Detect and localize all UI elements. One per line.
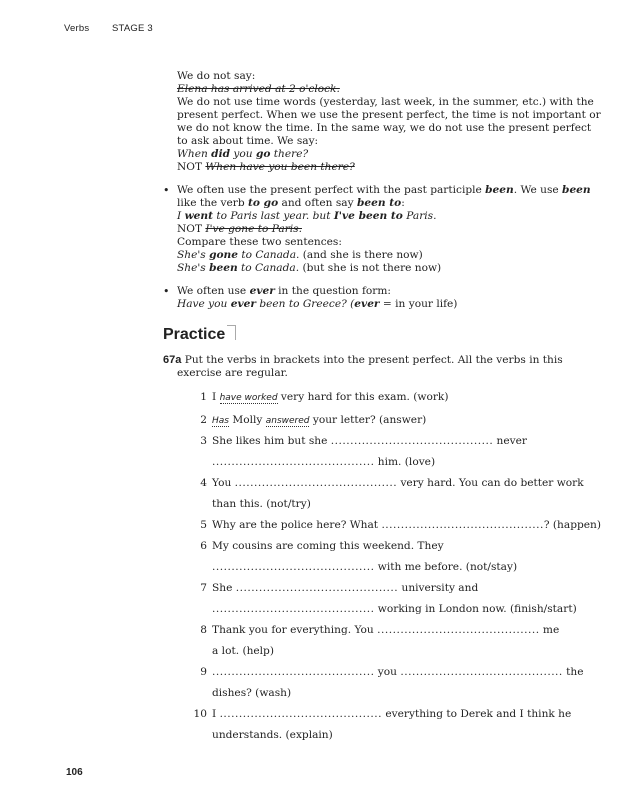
running-header-stage: STAGE 3 [112, 23, 153, 34]
intro-line-3: We do not use time words (yesterday, last week, in the summer, etc.) with the [177, 96, 594, 108]
item-10-cont: understands. (explain) [212, 729, 333, 741]
bullet1-line-5: Compare these two sentences: [177, 236, 342, 248]
bullet1-line-1: We often use the present perfect with the past participle been. We use been [177, 184, 591, 196]
item-4: You .......................................... very hard. You can do better work [212, 477, 584, 489]
item-number-7: 7 [200, 582, 207, 594]
answer-1: have worked [219, 393, 278, 403]
item-9: .......................................... you .......................................... the [212, 666, 584, 678]
corner-mark-icon [227, 325, 236, 340]
item-number-5: 5 [200, 519, 207, 531]
item-number-9: 9 [200, 666, 207, 678]
item-7-cont: .......................................... working in London now. (finish/start) [212, 603, 577, 615]
item-6: My cousins are coming this weekend. They [212, 540, 444, 552]
bullet-dot-2: • [163, 285, 170, 298]
item-4-cont: than this. (not/try) [212, 498, 311, 510]
intro-wrong-example: Elena has arrived at 2 o'clock. [177, 83, 340, 95]
item-8-cont: a lot. (help) [212, 645, 274, 657]
answer-2a: Has [212, 416, 229, 426]
item-3-cont: .......................................... him. (love) [212, 456, 436, 468]
intro-line-1: We do not say: [177, 70, 256, 82]
item-number-10: 10 [193, 708, 207, 720]
item-7: She .......................................... university and [212, 582, 479, 594]
item-5: Why are the police here? What ..........................................? (happen) [212, 519, 601, 531]
bullet1-line-7: She's been to Canada. (but she is not there now) [177, 262, 442, 274]
intro-line-5: we do not know the time. In the same way, we do not use the present perfect [177, 122, 592, 134]
page-number: 106 [66, 767, 83, 778]
item-8: Thank you for everything. You .......................................... me [212, 624, 560, 636]
bullet2-line-2: Have you ever been to Greece? (ever = in your life) [177, 298, 458, 310]
item-1: I have worked very hard for this exam. (work) [212, 391, 449, 403]
item-9-cont: dishes? (wash) [212, 687, 292, 699]
exercise-instruction: 67a Put the verbs in brackets into the present perfect. All the verbs in this [163, 354, 563, 366]
bullet2-line-1: We often use ever in the question form: [177, 285, 391, 297]
item-2: Has Molly answered your letter? (answer) [212, 414, 427, 426]
intro-line-6: to ask about time. We say: [177, 135, 319, 147]
bullet1-line-4: NOT I've gone to Paris. [177, 223, 302, 235]
intro-correct-example: When did you go there? [177, 148, 309, 160]
item-number-3: 3 [200, 435, 207, 447]
bullet-dot-1: • [163, 184, 170, 197]
bullet1-line-2: like the verb to go and often say been to: [177, 197, 405, 209]
bullet1-line-6: She's gone to Canada. (and she is there now) [177, 249, 423, 261]
item-number-1: 1 [200, 391, 207, 403]
item-6-cont: .......................................... with me before. (not/stay) [212, 561, 518, 573]
item-number-6: 6 [200, 540, 207, 552]
item-number-4: 4 [200, 477, 207, 489]
exercise-instruction-2: exercise are regular. [177, 367, 288, 379]
item-10: I .......................................... everything to Derek and I think he [212, 708, 572, 720]
running-header-section: Verbs [64, 23, 90, 34]
item-3: She likes him but she .......................................... never [212, 435, 527, 447]
item-number-2: 2 [200, 414, 207, 426]
answer-2b: answered [265, 416, 310, 426]
practice-heading: Practice [163, 326, 226, 343]
bullet1-line-3: I went to Paris last year. but I've been to Paris. [177, 210, 437, 222]
exercise-label: 67a [163, 354, 182, 366]
intro-line-4: present perfect. When we use the present perfect, the time is not important or [177, 109, 601, 121]
item-number-8: 8 [200, 624, 207, 636]
intro-not-example: NOT When have you been there? [177, 161, 355, 173]
